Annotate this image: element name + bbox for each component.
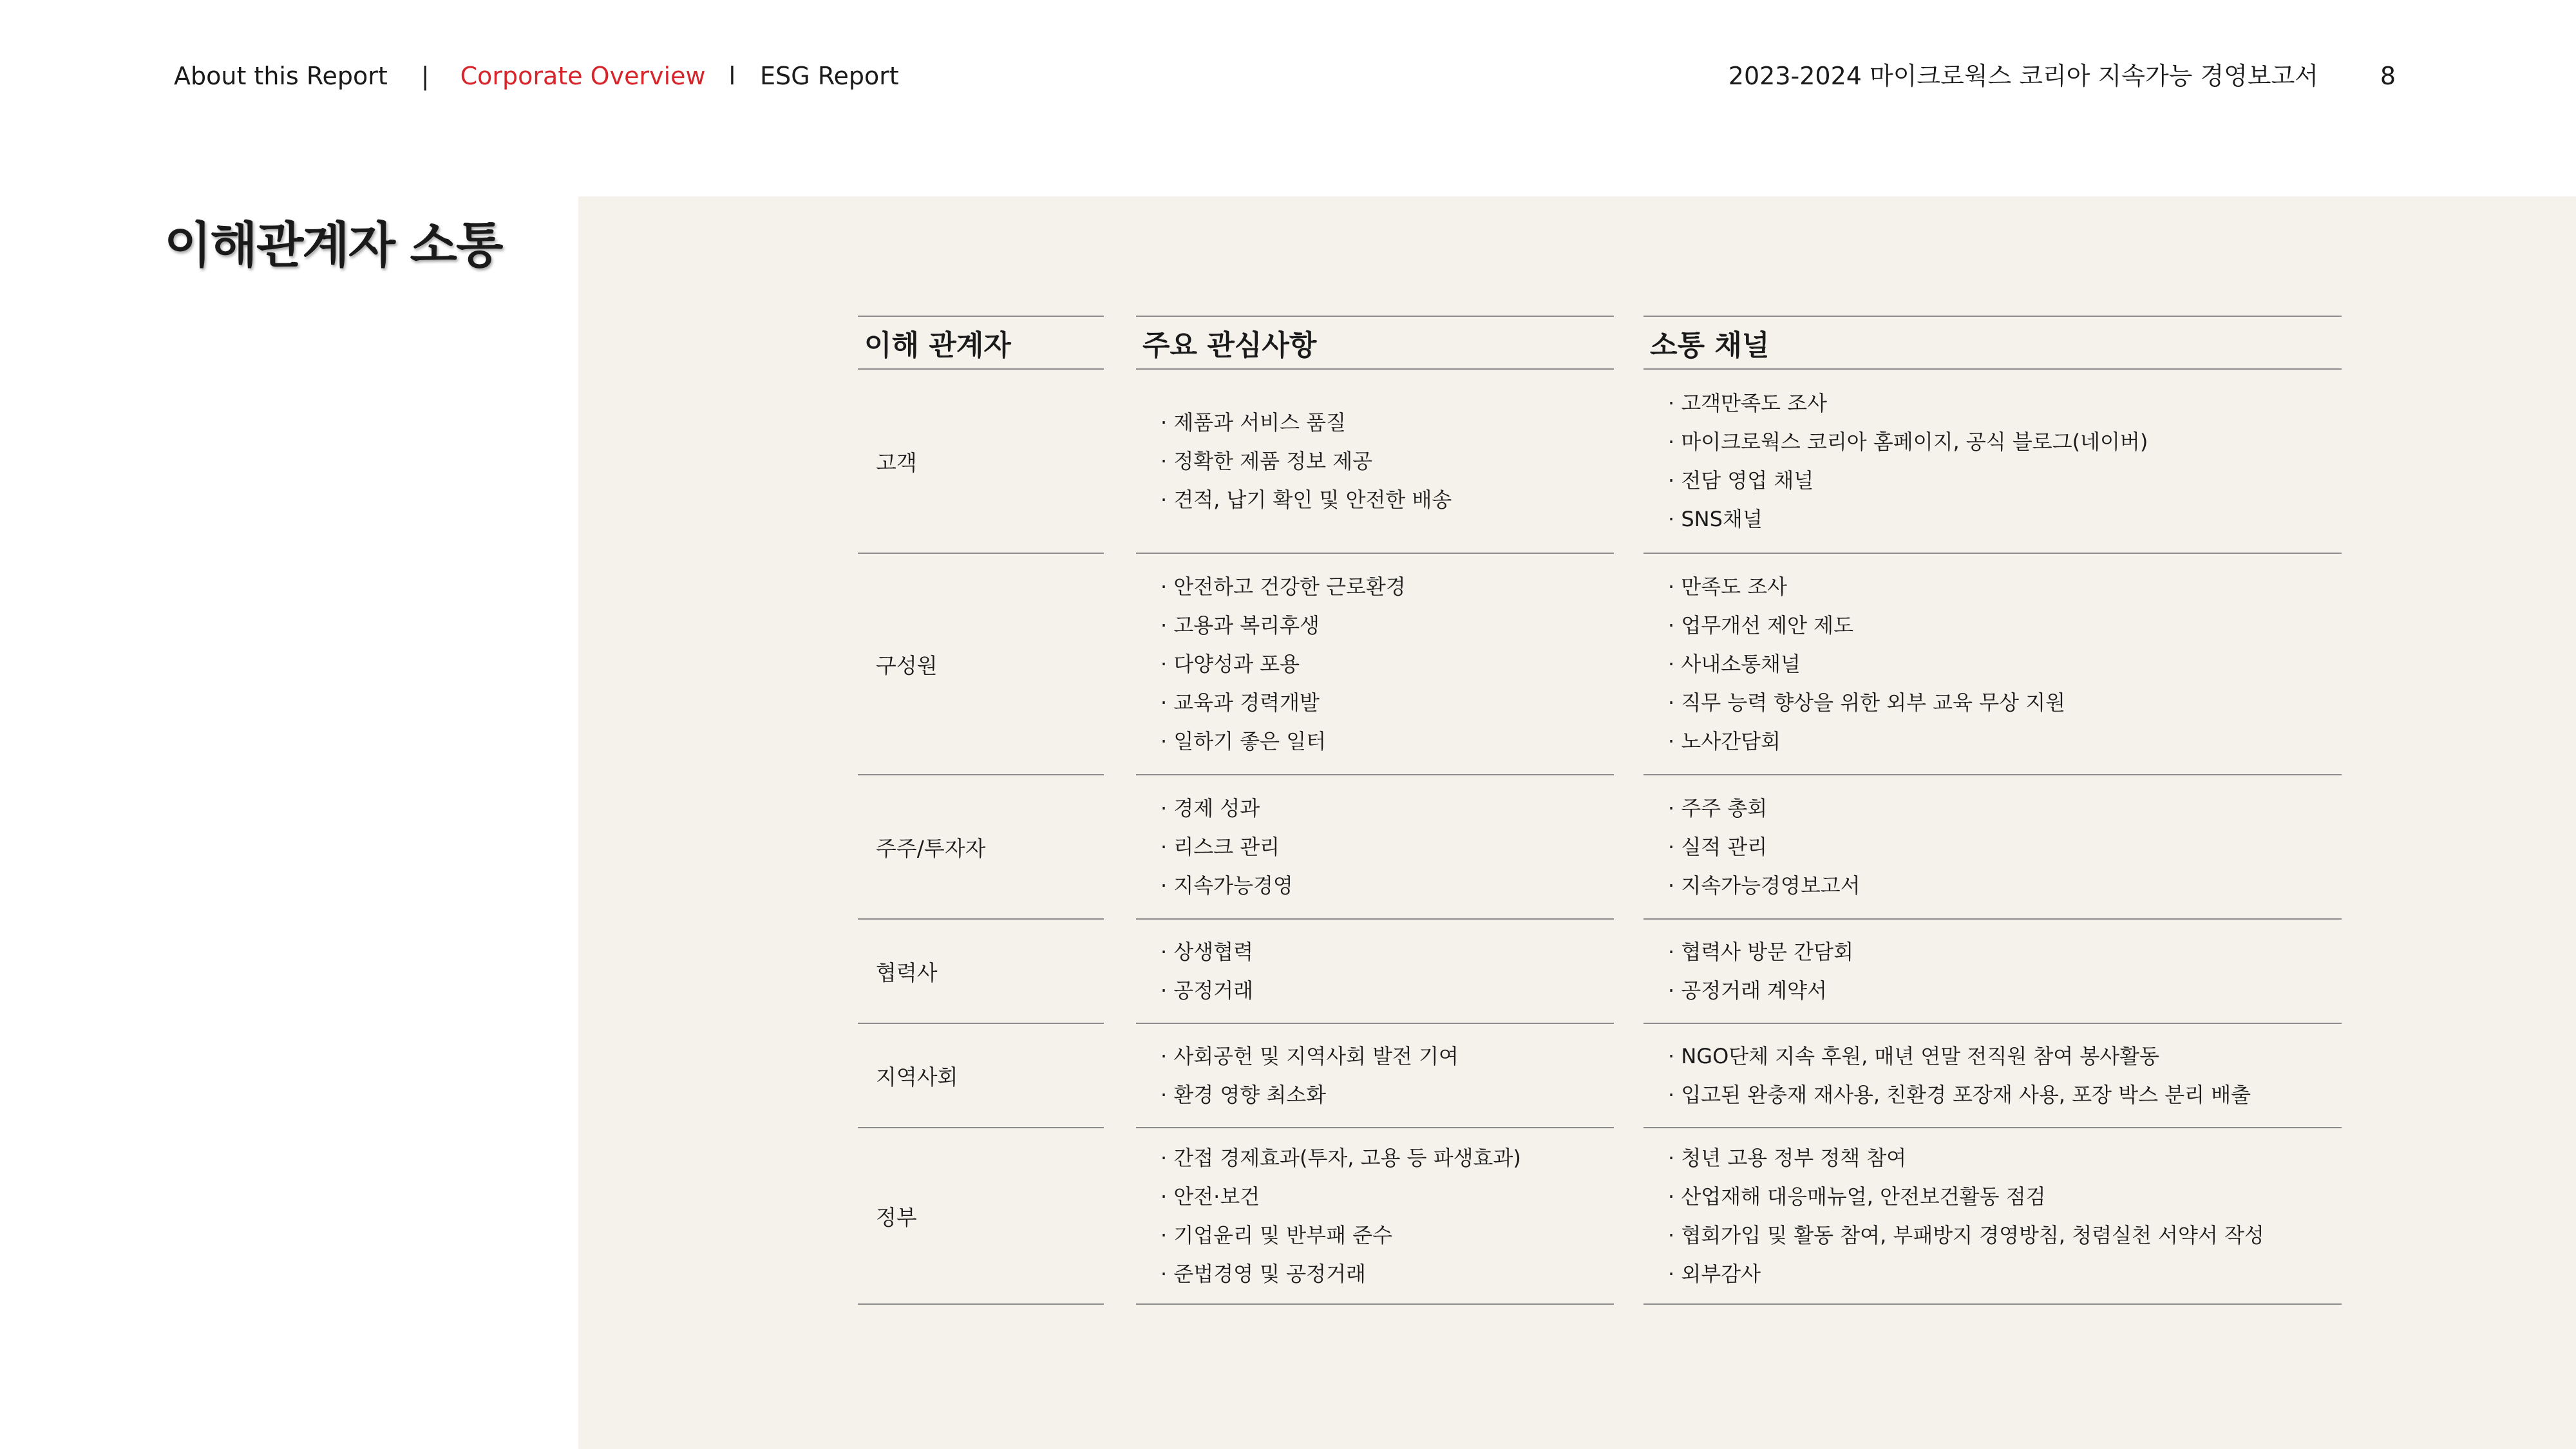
channels-cell [1643, 1024, 2342, 1127]
interest-item: · 안전하고 건강한 근로환경 [1160, 567, 1614, 606]
interest-item: · 준법경영 및 공정거래 [1160, 1255, 1614, 1293]
column-header-channels: 소통 채널 [1643, 316, 2342, 370]
stakeholder-cell [858, 554, 1104, 774]
interest-item: · 정확한 제품 정보 제공 [1160, 442, 1614, 480]
page-number: 8 [2380, 62, 2396, 90]
interest-item: · 안전·보건 [1160, 1177, 1614, 1216]
channel-item: · 업무개선 제안 제도 [1668, 606, 2342, 645]
interest-item: · 공정거래 [1160, 971, 1614, 1010]
interest-item: · 고용과 복리후생 [1160, 606, 1614, 645]
table-row [858, 920, 2342, 1024]
column-gap [1104, 1128, 1136, 1305]
table-row [858, 554, 2342, 775]
top-navigation [174, 57, 899, 95]
stakeholder-cell [858, 370, 1104, 553]
interest-item: · 기업윤리 및 반부패 준수 [1160, 1216, 1614, 1255]
interest-item: · 제품과 서비스 품질 [1160, 403, 1614, 442]
interest-item: · 경제 성과 [1160, 789, 1614, 828]
interest-item: · 간접 경제효과(투자, 고용 등 파생효과) [1160, 1139, 1614, 1177]
channel-item: · 공정거래 계약서 [1668, 971, 2342, 1010]
channel-item: · 협력사 방문 간담회 [1668, 933, 2342, 971]
column-gap [1614, 1024, 1643, 1128]
table-row [858, 1024, 2342, 1128]
channel-item: · NGO단체 지속 후원, 매년 연말 전직원 참여 봉사활동 [1668, 1037, 2342, 1075]
interests-cell [1136, 554, 1614, 774]
channel-item: · 입고된 완충재 재사용, 친환경 포장재 사용, 포장 박스 분리 배출 [1668, 1075, 2342, 1114]
interest-item: · 견적, 납기 확인 및 안전한 배송 [1160, 480, 1614, 519]
table-row [858, 1128, 2342, 1305]
channel-item: · 노사간담회 [1668, 722, 2342, 761]
channel-item: · 전담 영업 채널 [1668, 461, 2342, 500]
stakeholder-label: 정부 [876, 1204, 917, 1230]
interests-cell [1136, 1024, 1614, 1127]
channel-item: · SNS채널 [1668, 500, 2342, 538]
interest-item: · 일하기 좋은 일터 [1160, 722, 1614, 761]
stakeholder-cell [858, 920, 1104, 1023]
column-gap [1614, 1128, 1643, 1305]
column-gap [1104, 1024, 1136, 1128]
nav-separator: | [421, 62, 430, 90]
channel-item: · 외부감사 [1668, 1255, 2342, 1293]
column-gap [1614, 920, 1643, 1024]
stakeholder-cell [858, 775, 1104, 918]
stakeholder-cell [858, 1128, 1104, 1303]
table-row [858, 370, 2342, 554]
interests-cell [1136, 370, 1614, 553]
stakeholder-label: 협력사 [876, 960, 938, 985]
channels-cell [1643, 775, 2342, 918]
interests-cell [1136, 1128, 1614, 1303]
report-title: 2023-2024 마이크로웍스 코리아 지속가능 경영보고서 [1728, 62, 2318, 90]
column-gap [1104, 920, 1136, 1024]
channel-item: · 만족도 조사 [1668, 567, 2342, 606]
stakeholder-label: 지역사회 [876, 1064, 958, 1090]
nav-about-this-report[interactable]: About this Report [174, 62, 388, 90]
channel-item: · 마이크로웍스 코리아 홈페이지, 공식 블로그(네이버) [1668, 422, 2342, 461]
channel-item: · 지속가능경영보고서 [1668, 866, 2342, 905]
channel-item: · 산업재해 대응매뉴얼, 안전보건활동 점검 [1668, 1177, 2342, 1216]
nav-separator: l [728, 62, 736, 90]
interest-item: · 지속가능경영 [1160, 866, 1614, 905]
stakeholder-table [858, 370, 2342, 1305]
channel-item: · 협회가입 및 활동 참여, 부패방지 경영방침, 청렴실천 서약서 작성 [1668, 1216, 2342, 1255]
table-row [858, 775, 2342, 920]
interest-item: · 다양성과 포용 [1160, 645, 1614, 683]
column-header-interests: 주요 관심사항 [1136, 316, 1614, 370]
nav-corporate-overview[interactable]: Corporate Overview [460, 62, 706, 90]
stakeholder-label: 주주/투자자 [876, 835, 986, 861]
column-gap [1614, 370, 1643, 554]
channel-item: · 주주 총회 [1668, 789, 2342, 828]
nav-esg-report[interactable]: ESG Report [760, 62, 899, 90]
channels-cell [1643, 370, 2342, 553]
interest-item: · 리스크 관리 [1160, 828, 1614, 866]
stakeholder-label: 고객 [876, 450, 917, 475]
stakeholder-cell [858, 1024, 1104, 1127]
column-header-stakeholder: 이해 관계자 [858, 316, 1104, 370]
interest-item: · 상생협력 [1160, 933, 1614, 971]
column-gap [1614, 775, 1643, 920]
column-gap [1104, 370, 1136, 554]
column-gap [1104, 554, 1136, 775]
interest-item: · 사회공헌 및 지역사회 발전 기여 [1160, 1037, 1614, 1075]
column-gap [1104, 775, 1136, 920]
channels-cell [1643, 1128, 2342, 1303]
interests-cell [1136, 775, 1614, 918]
channel-item: · 청년 고용 정부 정책 참여 [1668, 1139, 2342, 1177]
stakeholder-label: 구성원 [876, 652, 938, 678]
channel-item: · 고객만족도 조사 [1668, 384, 2342, 422]
channel-item: · 직무 능력 향상을 위한 외부 교육 무상 지원 [1668, 683, 2342, 722]
channel-item: · 실적 관리 [1668, 828, 2342, 866]
channels-cell [1643, 554, 2342, 774]
column-gap [1614, 554, 1643, 775]
interests-cell [1136, 920, 1614, 1023]
page-title: 이해관계자 소통 [164, 216, 502, 274]
interest-item: · 환경 영향 최소화 [1160, 1075, 1614, 1114]
channels-cell [1643, 920, 2342, 1023]
channel-item: · 사내소통채널 [1668, 645, 2342, 683]
interest-item: · 교육과 경력개발 [1160, 683, 1614, 722]
